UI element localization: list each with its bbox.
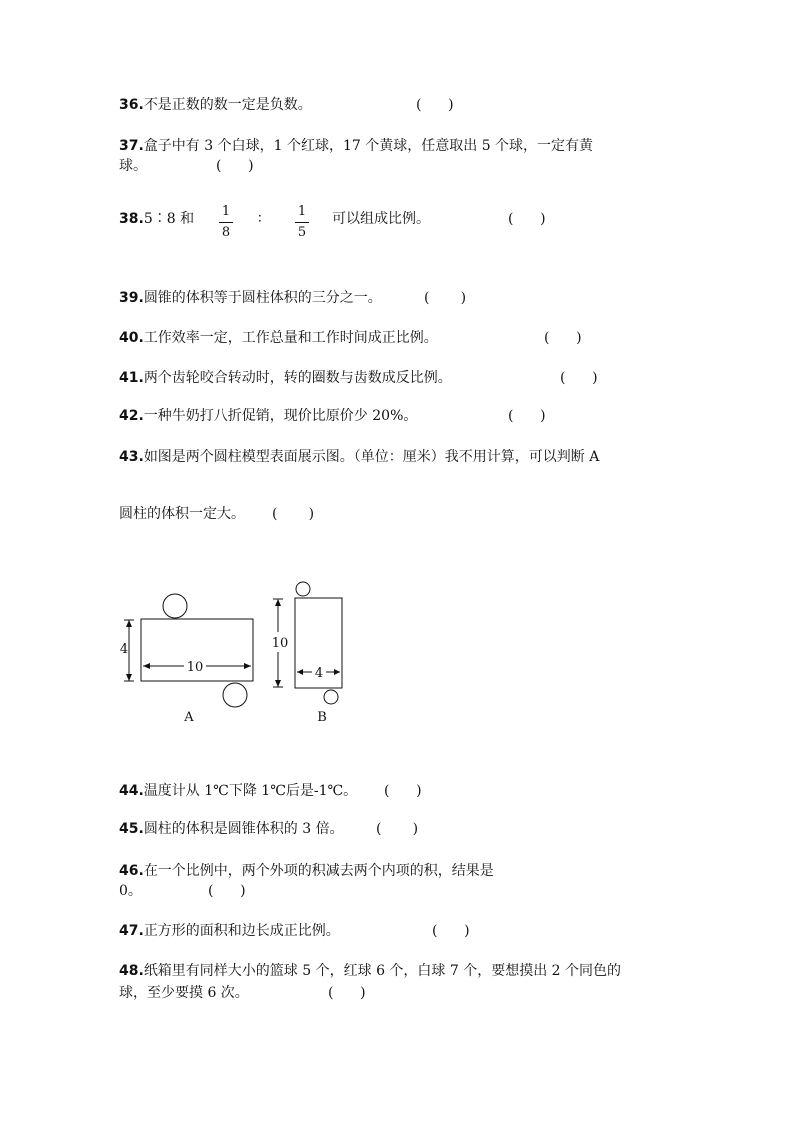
answer-parentheses[interactable]: ( ) bbox=[376, 821, 419, 837]
question-text-tail: 可以组成比例。 bbox=[332, 211, 430, 227]
arrowhead-icon bbox=[275, 599, 281, 606]
question-43 bbox=[119, 446, 599, 468]
fraction-bar bbox=[219, 222, 233, 223]
question-number: 42. bbox=[119, 408, 144, 424]
b-width-label: 4 bbox=[314, 666, 324, 681]
question-text: 圆柱的体积是圆锥体积的 3 倍。 bbox=[143, 821, 344, 837]
question-43-line2: 圆柱的体积一定大。 bbox=[119, 506, 245, 522]
cylinder-b-label: B bbox=[317, 710, 327, 725]
fraction-numerator: 1 bbox=[221, 204, 231, 219]
question-48-line2: 球，至少要摸 6 次。 bbox=[119, 985, 249, 1001]
cylinder-b-top-circle bbox=[296, 582, 310, 596]
arrowhead-icon bbox=[143, 663, 150, 669]
fraction-bar bbox=[295, 222, 309, 223]
answer-parentheses[interactable]: ( ) bbox=[384, 783, 422, 799]
cylinder-b-bottom-circle bbox=[324, 690, 338, 704]
question-44 bbox=[119, 780, 357, 802]
question-41 bbox=[119, 367, 452, 389]
question-text: 两个齿轮咬合转动时，转的圈数与齿数成反比例。 bbox=[143, 370, 452, 386]
question-38 bbox=[119, 208, 194, 230]
question-number: 36. bbox=[119, 97, 144, 113]
question-number: 44. bbox=[119, 783, 144, 799]
question-47 bbox=[119, 920, 340, 942]
answer-parentheses[interactable]: ( ) bbox=[508, 211, 546, 227]
cylinder-a-top-circle bbox=[163, 594, 187, 618]
ratio-colon: ∶ bbox=[258, 211, 262, 227]
question-37-line2: 球。 bbox=[119, 158, 147, 174]
question-45 bbox=[119, 818, 344, 840]
question-48 bbox=[119, 960, 621, 982]
question-number: 40. bbox=[119, 330, 144, 346]
question-46-line2: 0。 bbox=[119, 883, 142, 899]
fraction-denominator: 5 bbox=[297, 225, 307, 240]
answer-parentheses[interactable]: ( ) bbox=[544, 330, 582, 346]
question-37 bbox=[119, 135, 593, 157]
answer-parentheses[interactable]: ( ) bbox=[508, 408, 546, 424]
arrowhead-icon bbox=[334, 669, 340, 675]
fraction-one-fifth bbox=[292, 204, 312, 241]
question-number: 38. bbox=[119, 211, 144, 227]
question-number: 45. bbox=[119, 821, 144, 837]
arrowhead-icon bbox=[126, 620, 132, 627]
question-number: 47. bbox=[119, 923, 144, 939]
answer-parentheses[interactable]: ( ) bbox=[432, 923, 470, 939]
cylinder-a-label: A bbox=[184, 710, 194, 725]
question-46 bbox=[119, 860, 494, 882]
question-number: 41. bbox=[119, 370, 144, 386]
question-36 bbox=[119, 94, 312, 116]
question-number: 46. bbox=[119, 863, 144, 879]
question-text: 圆锥的体积等于圆柱体积的三分之一。 bbox=[143, 290, 382, 306]
cylinder-a-bottom-circle bbox=[223, 683, 247, 707]
question-text: 盒子中有 3 个白球，1 个红球，17 个黄球，任意取出 5 个球，一定有黄 bbox=[143, 138, 594, 154]
answer-parentheses[interactable]: ( ) bbox=[424, 290, 467, 306]
arrowhead-icon bbox=[275, 680, 281, 687]
question-number: 37. bbox=[119, 138, 144, 154]
arrowhead-icon bbox=[244, 663, 251, 669]
question-42 bbox=[119, 405, 417, 427]
fraction-denominator: 8 bbox=[221, 225, 231, 240]
question-number: 43. bbox=[119, 449, 144, 465]
question-text: 温度计从 1℃下降 1℃后是-1℃。 bbox=[143, 783, 358, 799]
answer-parentheses[interactable]: ( ) bbox=[328, 985, 366, 1001]
question-text: 在一个比例中，两个外项的积减去两个内项的积，结果是 bbox=[143, 863, 494, 879]
question-text: 工作效率一定，工作总量和工作时间成正比例。 bbox=[143, 330, 438, 346]
question-39 bbox=[119, 287, 382, 309]
question-number: 39. bbox=[119, 290, 144, 306]
arrowhead-icon bbox=[126, 674, 132, 681]
answer-parentheses[interactable]: ( ) bbox=[560, 370, 598, 386]
question-text: 5∶8 和 bbox=[143, 211, 195, 227]
question-text: 一种牛奶打八折促销，现价比原价少 20%。 bbox=[143, 408, 418, 424]
arrowhead-icon bbox=[297, 669, 303, 675]
question-number: 48. bbox=[119, 963, 144, 979]
question-text: 纸箱里有同样大小的篮球 5 个，红球 6 个，白球 7 个，要想摸出 2 个同色的 bbox=[143, 963, 622, 979]
cylinder-nets-figure bbox=[110, 580, 360, 730]
answer-parentheses[interactable]: ( ) bbox=[416, 97, 454, 113]
a-width-label: 10 bbox=[186, 660, 204, 675]
fraction-numerator: 1 bbox=[297, 204, 307, 219]
question-40 bbox=[119, 327, 438, 349]
question-text: 如图是两个圆柱模型表面展示图。（单位：厘米）我不用计算，可以判断 A bbox=[143, 449, 600, 465]
question-text: 正方形的面积和边长成正比例。 bbox=[143, 923, 340, 939]
b-height-label: 10 bbox=[271, 636, 289, 651]
answer-parentheses[interactable]: ( ) bbox=[272, 506, 315, 522]
a-height-label: 4 bbox=[119, 642, 129, 657]
answer-parentheses[interactable]: ( ) bbox=[208, 883, 246, 899]
answer-parentheses[interactable]: ( ) bbox=[216, 158, 254, 174]
question-text: 不是正数的数一定是负数。 bbox=[143, 97, 312, 113]
fraction-one-eighth bbox=[216, 204, 236, 241]
